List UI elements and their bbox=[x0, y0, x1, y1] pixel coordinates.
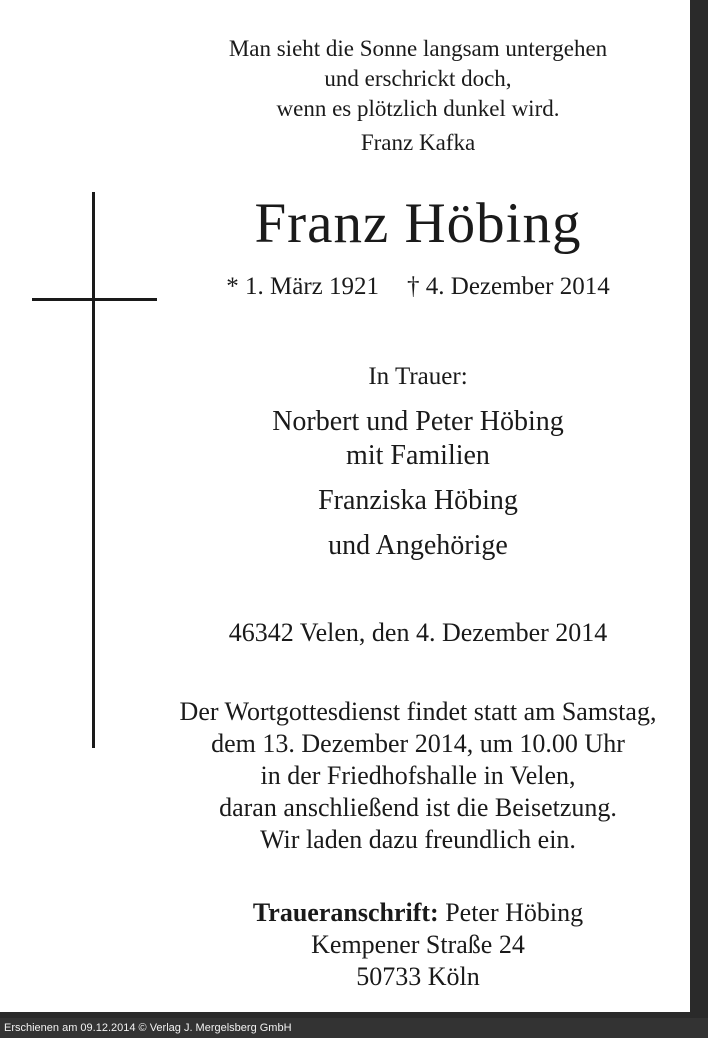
mourners-line-1: Norbert und Peter Höbing bbox=[272, 406, 564, 437]
birth-date: * 1. März 1921 bbox=[226, 273, 380, 300]
mourners-heading: In Trauer: bbox=[368, 363, 468, 390]
service-line-4: daran anschließend ist die Beisetzung. bbox=[219, 793, 617, 822]
quote-line-3: wenn es plötzlich dunkel wird. bbox=[276, 96, 560, 121]
quote-line-2: und erschrickt doch, bbox=[324, 66, 512, 91]
service-line-3: in der Friedhofshalle in Velen, bbox=[260, 761, 576, 790]
quote-author: Franz Kafka bbox=[360, 130, 476, 155]
deceased-name: Franz Höbing bbox=[254, 192, 582, 255]
death-date: † 4. Dezember 2014 bbox=[407, 273, 610, 300]
life-dates bbox=[80, 273, 708, 301]
mourners-line-2: mit Familien bbox=[346, 440, 490, 471]
service-line-1: Der Wortgottesdienst findet statt am Samstag, bbox=[179, 697, 657, 726]
place-date: 46342 Velen, den 4. Dezember 2014 bbox=[228, 618, 608, 647]
publication-footer: Erschienen am 09.12.2014 © Verlag J. Mergelsberg GmbH bbox=[0, 1018, 708, 1038]
mourners-line-3: Franziska Höbing bbox=[318, 485, 518, 516]
service-line-2: dem 13. Dezember 2014, um 10.00 Uhr bbox=[211, 729, 625, 758]
address-street: Kempener Straße 24 bbox=[311, 930, 525, 959]
address-city: 50733 Köln bbox=[356, 962, 480, 991]
service-line-5: Wir laden dazu freundlich ein. bbox=[260, 825, 576, 854]
address-name: Peter Höbing bbox=[445, 898, 584, 927]
address-line-1 bbox=[80, 898, 708, 928]
mourners-line-4: und Angehörige bbox=[328, 530, 508, 561]
quote-line-1: Man sieht die Sonne langsam untergehen bbox=[228, 36, 608, 61]
address-label: Traueranschrift: bbox=[252, 898, 439, 927]
